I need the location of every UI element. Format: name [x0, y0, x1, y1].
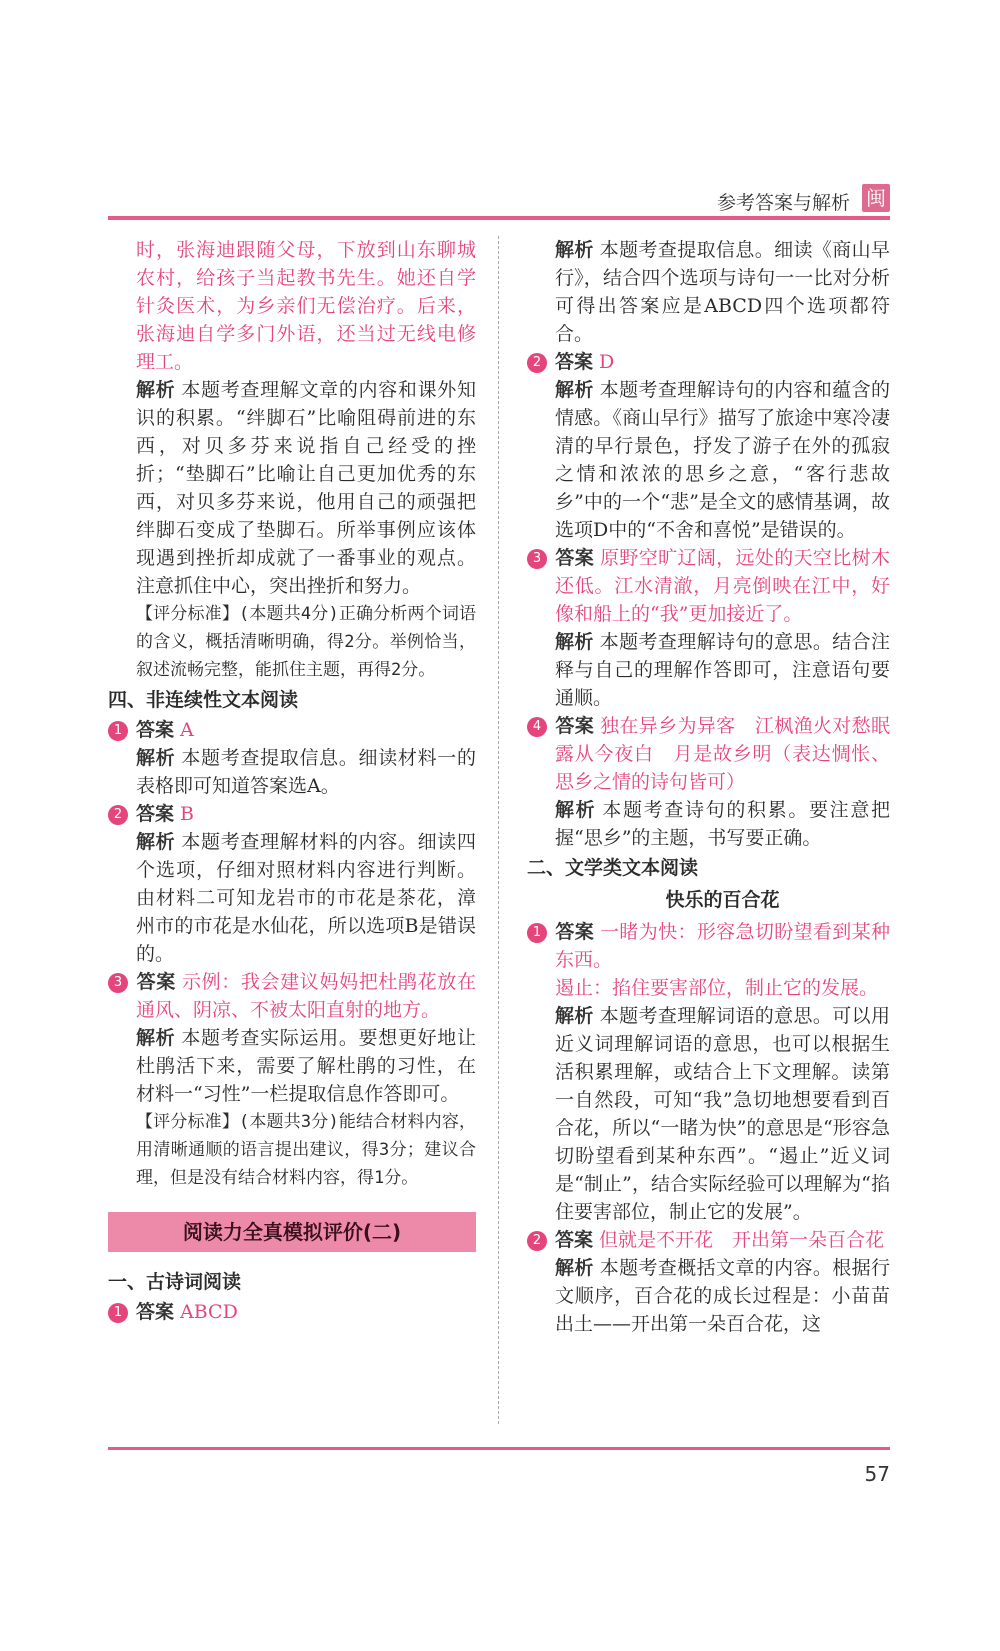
- column-divider: [498, 236, 499, 1424]
- answer-label: 答案: [555, 1229, 594, 1251]
- answer-label: 答案: [136, 719, 175, 741]
- answer-label: 答案: [136, 1301, 175, 1323]
- answer-text: 但就是不开花 开出第一朵百合花: [599, 1229, 885, 1251]
- analysis-label: 解析: [136, 831, 176, 853]
- section-heading: 一、古诗词阅读: [108, 1271, 242, 1293]
- question-number: 1: [527, 923, 547, 943]
- question-number: 2: [527, 353, 547, 373]
- story-title: 快乐的百合花: [665, 889, 780, 911]
- analysis-label: 解析: [555, 379, 594, 401]
- answer-text: D: [599, 351, 615, 373]
- answer-label: 答案: [555, 547, 595, 569]
- analysis-label: 解析: [555, 239, 594, 261]
- question-number: 3: [527, 549, 547, 569]
- question-number: 1: [108, 1303, 128, 1323]
- page-number: 57: [864, 1462, 890, 1486]
- analysis-text: 本题考查理解材料的内容。细读四个选项，仔细对照材料内容进行判断。由材料二可知龙岩市的市花是茶花，漳州市的市花是水仙花，所以选项B是错误的。: [136, 831, 476, 965]
- analysis-text: 本题考查理解诗句的内容和蕴含的情感。《商山早行》描写了旅途中寒冷凄清的早行景色，抒发了游子在外的孤寂之情和浓浓的思乡之意，“客行悲故乡”中的一个“悲”是全文的感情基调，故选项D中的“不舍和喜悦”是错误的。: [555, 379, 890, 541]
- bottom-rule: [108, 1447, 890, 1450]
- analysis-text: 本题考查提取信息。细读《商山早行》，结合四个选项与诗句一一比对分析可得出答案应是ABCD四个选项都符合。: [555, 239, 890, 345]
- analysis-label: 解析: [555, 1005, 594, 1027]
- question-number: 2: [108, 805, 128, 825]
- analysis-text: 本题考查诗句的积累。要注意把握“思乡”的主题，书写要正确。: [555, 799, 890, 849]
- question-number: 4: [527, 717, 547, 737]
- analysis-text: 本题考查实际运用。要想更好地让杜鹃活下来，需要了解杜鹃的习性，在材料一“习性”一栏提取信息作答即可。: [136, 1027, 476, 1105]
- answer-text: B: [180, 803, 194, 825]
- answer-label: 答案: [136, 971, 176, 993]
- analysis-label: 解析: [555, 1257, 594, 1279]
- analysis-text: 本题考查概括文章的内容。根据行文顺序，百合花的成长过程是：小苗苗出土——开出第一朵百合花，这: [555, 1257, 890, 1335]
- question-number: 1: [108, 721, 128, 741]
- analysis-label: 解析: [136, 1027, 176, 1049]
- answer-label: 答案: [555, 715, 595, 737]
- analysis-label: 解析: [136, 379, 176, 401]
- analysis-label: 解析: [555, 799, 597, 821]
- answer-text: 独在异乡为异客 江枫渔火对愁眠 露从今夜白 月是故乡明（表达惆怅、思乡之情的诗句皆可）: [555, 715, 909, 793]
- answer-text: 示例：我会建议妈妈把杜鹃花放在通风、阴凉、不被太阳直射的地方。: [136, 971, 476, 1021]
- right-column: [527, 236, 909, 1338]
- answer-label: 答案: [136, 803, 175, 825]
- header-title: 参考答案与解析: [716, 192, 850, 214]
- section-banner: 阅读力全真模拟评价(二): [108, 1212, 476, 1252]
- scoring-standard: 【评分标准】(本题共4分)正确分析两个词语的含义，概括清晰明确，得2分。举例恰当，叙述流畅完整，能抓住主题，再得2分。: [136, 604, 476, 680]
- answer-text: ABCD: [180, 1301, 238, 1323]
- answer-text: 一睹为快：形容急切盼望看到某种东西。: [555, 921, 890, 971]
- top-rule: [108, 216, 890, 220]
- answer-label: 答案: [555, 351, 594, 373]
- analysis-text: 本题考查提取信息。细读材料一的表格即可知道答案选A。: [136, 747, 476, 797]
- section-heading: 四、非连续性文本阅读: [108, 689, 299, 711]
- page-header: [108, 180, 890, 220]
- answer-text: 时，张海迪跟随父母，下放到山东聊城农村，给孩子当起教书先生。她还自学针灸医术，为乡亲们无偿治疗。后来，张海迪自学多门外语，还当过无线电修理工。: [136, 239, 476, 373]
- answer-text: 遏止：掐住要害部位，制止它的发展。: [555, 977, 879, 999]
- analysis-text: 本题考查理解词语的意思。可以用近义词理解词语的意思，也可以根据生活积累理解，或结合上下文理解。读第一自然段，可知“我”急切地想要看到百合花，所以“一睹为快”的意思是“形容急切盼望看到某种东西”。“遏止”近义词是“制止”，结合实际经验可以理解为“掐住要害部位，制止它的发展”。: [555, 1005, 890, 1223]
- section-heading: 二、文学类文本阅读: [527, 857, 699, 879]
- analysis-label: 解析: [555, 631, 594, 653]
- scoring-standard: 【评分标准】(本题共3分)能结合材料内容，用清晰通顺的语言提出建议，得3分；建议合理，但是没有结合材料内容，得1分。: [136, 1112, 476, 1188]
- answer-label: 答案: [555, 921, 595, 943]
- region-badge: 闽: [862, 184, 890, 212]
- analysis-text: 本题考查理解文章的内容和课外知识的积累。“绊脚石”比喻阻碍前进的东西，对贝多芬来说指自己经受的挫折；“垫脚石”比喻让自己更加优秀的东西，对贝多芬来说，他用自己的顽强把绊脚石变成了垫脚石。所举事例应该体现遇到挫折却成就了一番事业的观点。注意抓住中心，突出挫折和努力。: [136, 379, 476, 597]
- analysis-label: 解析: [136, 747, 176, 769]
- question-number: 3: [108, 973, 128, 993]
- answer-text: 原野空旷辽阔，远处的天空比树木还低。江水清澈，月亮倒映在江中，好像和船上的“我”更加接近了。: [555, 547, 890, 625]
- left-column: [108, 236, 476, 1326]
- answer-text: A: [180, 719, 194, 741]
- analysis-text: 本题考查理解诗句的意思。结合注释与自己的理解作答即可，注意语句要通顺。: [555, 631, 890, 709]
- question-number: 2: [527, 1231, 547, 1251]
